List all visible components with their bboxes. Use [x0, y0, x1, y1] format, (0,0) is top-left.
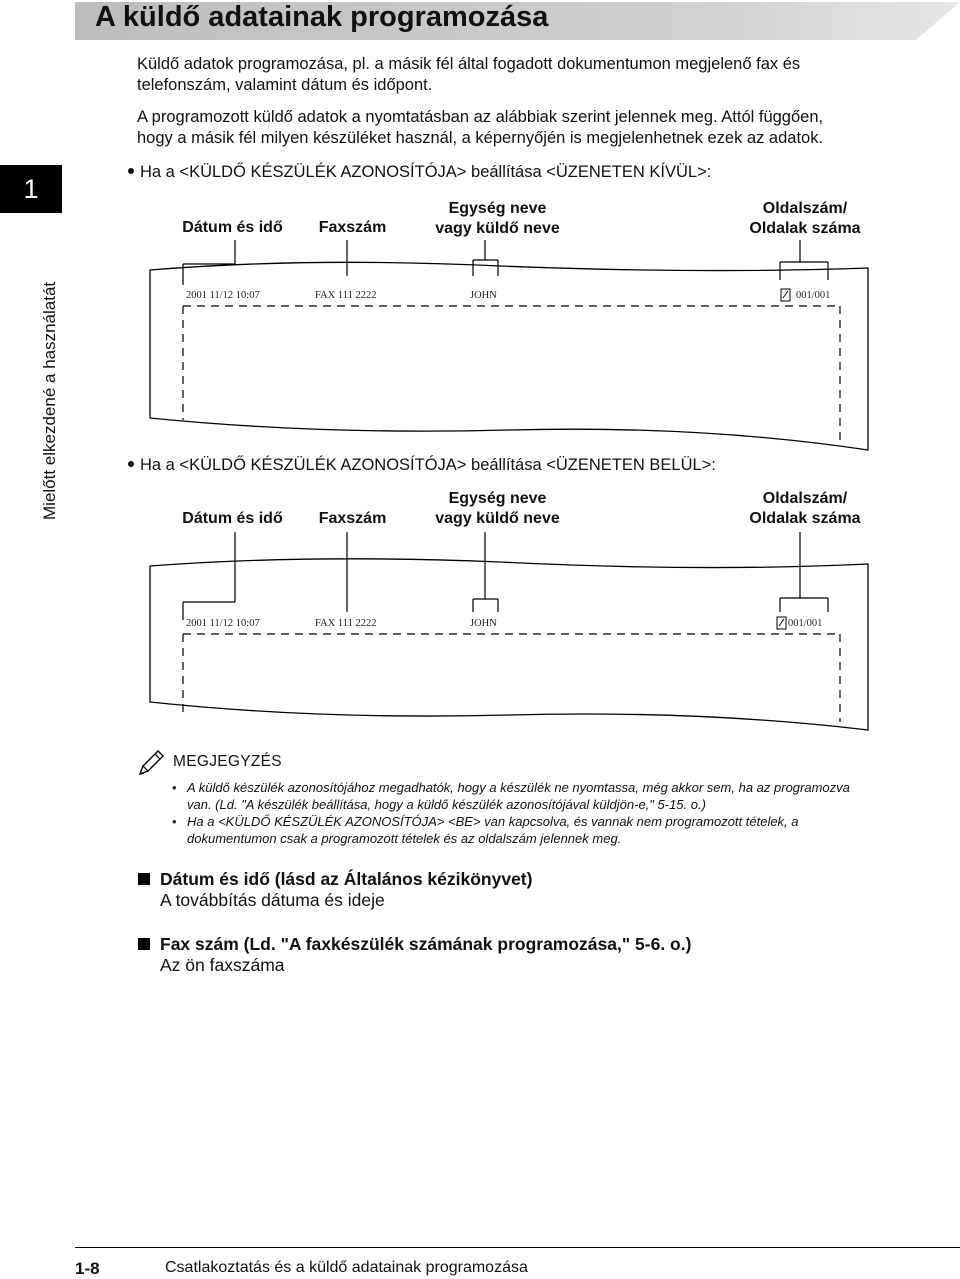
page-icon — [777, 617, 786, 629]
label-unit-name: Egység neve vagy küldő neve — [435, 200, 560, 237]
dashed-frame — [183, 634, 840, 722]
fax-date-value: 2001 11/12 10:07 — [186, 618, 260, 629]
pointer-lines — [183, 240, 828, 285]
footer-rule — [75, 1247, 960, 1248]
intro-p2-line2: hogy a másik fél milyen készüléket használ, a képernyőjén is megjelenhetnek ezek az adatok. — [137, 129, 824, 147]
fax-number-value: FAX 111 2222 — [315, 290, 377, 301]
fax-date-value: 2001 11/12 10:07 — [186, 290, 260, 301]
intro-paragraph-2 — [137, 107, 947, 149]
label-fax-number: Faxszám — [318, 510, 387, 527]
diagram-outside-heading: Ha a <KÜLDŐ KÉSZÜLÉK AZONOSÍTÓJA> beállítása <ÜZENETEN KÍVÜL>: — [128, 163, 711, 182]
bullet-icon — [128, 461, 134, 467]
fax-name-value: JOHN — [470, 290, 497, 301]
pencil-note-icon — [136, 748, 166, 778]
page-icon — [781, 289, 790, 301]
intro-p1-line1: Küldő adatok programozása, pl. a másik fél által fogadott dokumentumon megjelenő fax és — [137, 55, 801, 73]
label-date-time: Dátum és idő — [182, 510, 283, 527]
intro-p1-line2: telefonszám, valamint dátum és időpont. — [137, 76, 433, 94]
section-heading-fax: Fax szám (Ld. "A faxkészülék számának programozása," 5-6. o.) — [160, 934, 692, 954]
section-text-date: A továbbítás dátuma és ideje — [160, 890, 385, 910]
fax-name-value: JOHN — [470, 618, 497, 629]
page-number: 1-8 — [75, 1259, 100, 1278]
section-heading-date: Dátum és idő (lásd az Általános kézikönyvet) — [160, 869, 533, 889]
chapter-number-tab: 1 — [0, 165, 62, 213]
pointer-lines — [183, 532, 828, 620]
chapter-side-title: Mielőtt elkezdené a használatát — [40, 281, 59, 520]
fax-printout-outside — [140, 240, 880, 460]
label-unit-name: Egység neve vagy küldő neve — [435, 490, 560, 527]
note-item-2: • Ha a <KÜLDŐ KÉSZÜLÉK AZONOSÍTÓJA> <BE> van kapcsolva, és vannak nem programozott tételek, a dokumentumon csak a programozott tételek és az oldalszám jelennek meg. — [172, 814, 799, 846]
note-bullet: • — [172, 780, 177, 795]
label-fax-number: Faxszám — [318, 219, 387, 236]
label-date-time: Dátum és idő — [182, 219, 283, 236]
footer-title: Csatlakoztatás és a küldő adatainak programozása — [165, 1259, 528, 1276]
fax-page-value: 001/001 — [788, 618, 823, 629]
section-marker — [138, 873, 150, 885]
intro-p2-line1: A programozott küldő adatok a nyomtatásban az alábbiak szerint jelennek meg. Attól függően, — [137, 108, 824, 126]
diagram-inside-heading: Ha a <KÜLDŐ KÉSZÜLÉK AZONOSÍTÓJA> beállítása <ÜZENETEN BELÜL>: — [128, 456, 716, 475]
note-item-1: • A küldő készülék azonosítójához megadhatók, hogy a készülék ne nyomtassa, még akkor sem, ha az programozva van. (Ld. "A készülék beállítása, hogy a küldő készülék azonosítójával küldjön-e," 5-15. o.) — [172, 780, 850, 812]
fax-printout-inside — [140, 532, 880, 742]
note-bullet: • — [172, 814, 177, 829]
dashed-frame — [183, 306, 840, 440]
label-page-count: Oldalszám/ Oldalak száma — [749, 490, 861, 527]
note-title: MEGJEGYZÉS — [173, 753, 282, 770]
intro-paragraph-1 — [137, 54, 947, 96]
page-title: A küldő adatainak programozása — [95, 1, 549, 33]
fax-page-value: 001/001 — [796, 290, 831, 301]
paper-outline — [150, 559, 868, 730]
section-text-fax: Az ön faxszáma — [160, 955, 285, 975]
bullet-icon — [128, 168, 134, 174]
label-page-count: Oldalszám/ Oldalak száma — [749, 200, 861, 237]
section-marker — [138, 938, 150, 950]
fax-number-value: FAX 111 2222 — [315, 618, 377, 629]
